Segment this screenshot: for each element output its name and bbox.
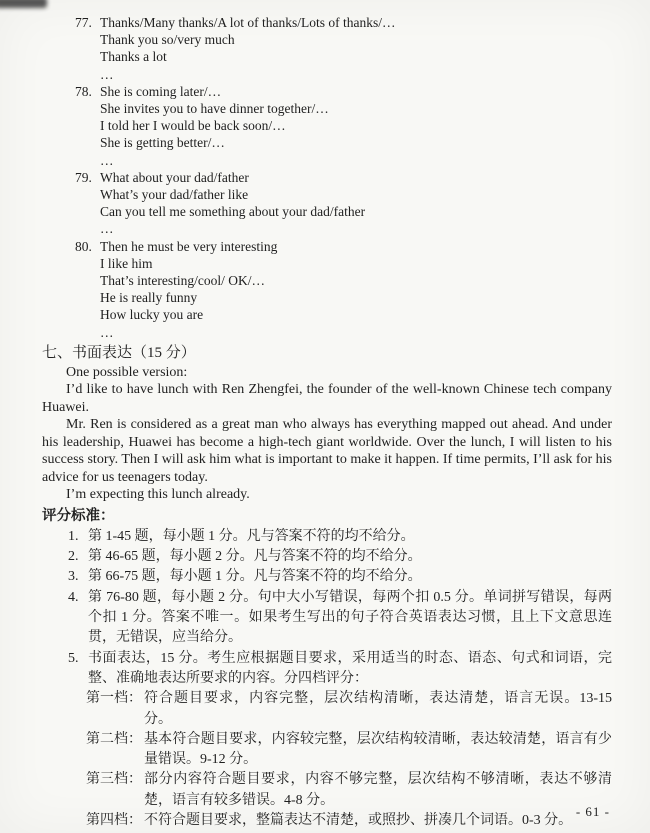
rule-number: 1. bbox=[68, 528, 79, 544]
scoring-rule-4 bbox=[68, 588, 612, 649]
tier-label: 第四档： bbox=[86, 813, 142, 829]
rule-text: 第 1-45 题，每小题 1 分。凡与答案不符的均不给分。 bbox=[88, 528, 415, 544]
scoring-heading: 评分标准： bbox=[42, 507, 115, 524]
answer-line: What’s your dad/father like bbox=[100, 187, 249, 203]
tier-text: 基本符合题目要求，内容较完整，层次结构较清晰，表达较清楚，语言有少量错误。9-12 分。 bbox=[144, 731, 612, 768]
rule-text: 第 66-75 题，每小题 1 分。凡与答案不符的均不给分。 bbox=[88, 569, 422, 585]
rule-number: 2. bbox=[68, 549, 79, 565]
rule-text: 第 76-80 题，每小题 2 分。句中大小写错误，每两个扣 0.5 分。单词拼写错误，每两个扣 1 分。答案不唯一。如果考生写出的句子符合英语表达习惯，且上下文意思连贯，无错误，应当给分。 bbox=[88, 589, 612, 646]
answer-number: 77. bbox=[75, 15, 92, 30]
tier-text: 部分内容符合题目要求，内容不够完整，层次结构不够清晰，表达不够清楚，语言有较多错误。4-8 分。 bbox=[144, 772, 612, 808]
answer-key-list bbox=[75, 14, 612, 341]
answer-line: Thanks a lot bbox=[100, 49, 167, 65]
ellipsis-line: … bbox=[100, 152, 114, 168]
answer-line: Can you tell me something about your dad/father bbox=[100, 204, 366, 220]
scoring-rule-1 bbox=[68, 527, 612, 547]
answer-line: How lucky you are bbox=[100, 307, 204, 323]
scoring-tier-3 bbox=[86, 770, 612, 811]
scoring-rule-2 bbox=[68, 547, 612, 567]
answer-line: She is getting better/… bbox=[100, 135, 225, 151]
essay-paragraph: I’m expecting this lunch already. bbox=[66, 487, 250, 503]
scoring-rule-3 bbox=[68, 567, 612, 587]
answer-item-79 bbox=[75, 169, 612, 238]
answer-line: Thank you so/very much bbox=[100, 32, 235, 48]
scoring-rule-5 bbox=[68, 649, 612, 690]
ellipsis-line: … bbox=[100, 324, 114, 340]
scan-smudge-artifact bbox=[0, 0, 47, 8]
rule-number: 4. bbox=[68, 589, 79, 605]
ellipsis-line: … bbox=[100, 221, 114, 237]
essay-intro: One possible version: bbox=[66, 364, 188, 380]
rule-text: 书面表达，15 分。考生应根据题目要求，采用适当的时态、语态、句式和词语，完整、准确地表达所要求的内容。分四档评分： bbox=[88, 650, 612, 686]
model-essay bbox=[42, 364, 612, 504]
rule-number: 5. bbox=[68, 650, 79, 666]
answer-line: She is coming later/… bbox=[100, 83, 222, 99]
scoring-criteria bbox=[42, 506, 612, 831]
tier-text: 不符合题目要求，整篇表达不清楚，或照抄、拼凑几个词语。0-3 分。 bbox=[144, 813, 573, 829]
tier-label: 第三档： bbox=[86, 772, 142, 788]
rule-number: 3. bbox=[68, 569, 79, 585]
answer-item-77 bbox=[75, 14, 612, 83]
answer-item-80 bbox=[75, 238, 612, 341]
answer-number: 80. bbox=[75, 238, 92, 254]
page-number: - 61 - bbox=[575, 804, 610, 819]
scoring-tier-1 bbox=[86, 689, 612, 730]
tier-label: 第一档： bbox=[86, 691, 142, 707]
answer-line: Thanks/Many thanks/A lot of thanks/Lots of thanks/… bbox=[100, 15, 396, 30]
rule-text: 第 46-65 题，每小题 2 分。凡与答案不符的均不给分。 bbox=[88, 549, 422, 565]
answer-line: Then he must be very interesting bbox=[100, 238, 278, 254]
answer-number: 78. bbox=[75, 83, 92, 99]
essay-paragraph: Mr. Ren is considered as a great man who always has everything mapped out ahead. And under his leadership, Huawei has become a high-tech giant worldwide. Over the lunch, I will listen to his success story. Then I will ask him what is important to make it happen. If time permits, I’ll ask for his advice for us teenagers today. bbox=[42, 417, 613, 485]
answer-line: What about your dad/father bbox=[100, 169, 249, 185]
answer-item-78 bbox=[75, 83, 612, 169]
scoring-tier-4 bbox=[86, 811, 612, 831]
tier-label: 第二档： bbox=[86, 731, 142, 747]
answer-line: He is really funny bbox=[100, 290, 198, 306]
answer-line: I like him bbox=[100, 255, 153, 271]
answer-number: 79. bbox=[75, 169, 92, 185]
scoring-tier-2 bbox=[86, 730, 612, 771]
answer-line: That’s interesting/cool/ OK/… bbox=[100, 273, 265, 289]
answer-line: She invites you to have dinner together/… bbox=[100, 101, 329, 117]
tier-text: 符合题目要求，内容完整，层次结构清晰，表达清楚，语言无误。13-15 分。 bbox=[144, 691, 612, 727]
section-heading: 七、书面表达（15 分） bbox=[42, 344, 196, 361]
answer-line: I told her I would be back soon/… bbox=[100, 118, 286, 134]
essay-paragraph: I’d like to have lunch with Ren Zhengfei, the founder of the well-known Chinese tech company Huawei. bbox=[42, 382, 612, 415]
ellipsis-line: … bbox=[100, 66, 114, 82]
